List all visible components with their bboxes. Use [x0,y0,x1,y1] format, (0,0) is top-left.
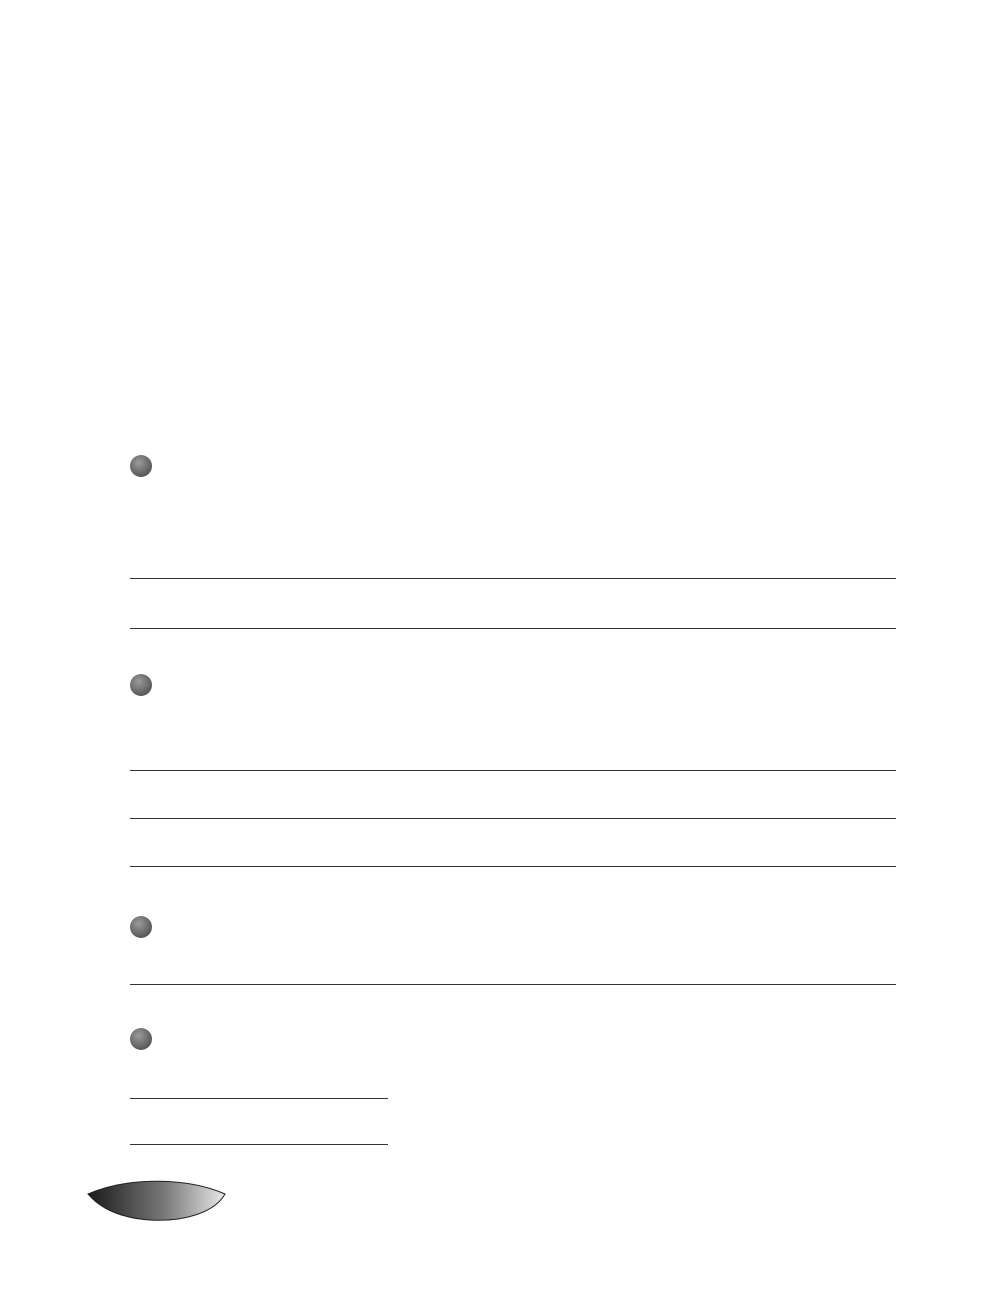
answer-line[interactable] [130,818,896,819]
answer-line[interactable] [130,628,896,629]
answer-blank-2[interactable] [130,1144,388,1145]
bullet-icon [130,1028,152,1050]
top-leaf-border [0,76,1000,110]
leaf-border-graphic [0,76,1000,110]
bullet-icon [130,916,152,938]
leaf-border-graphic [0,1172,1000,1242]
answer-blank-1[interactable] [130,1098,388,1099]
bullet-icon [130,674,152,696]
answer-line[interactable] [130,578,896,579]
answer-line[interactable] [130,770,896,771]
bullet-icon [130,455,152,477]
answer-line[interactable] [130,866,896,867]
bottom-leaf-border [0,1172,1000,1242]
page-number-leaf [88,1181,225,1220]
answer-line[interactable] [130,984,896,985]
